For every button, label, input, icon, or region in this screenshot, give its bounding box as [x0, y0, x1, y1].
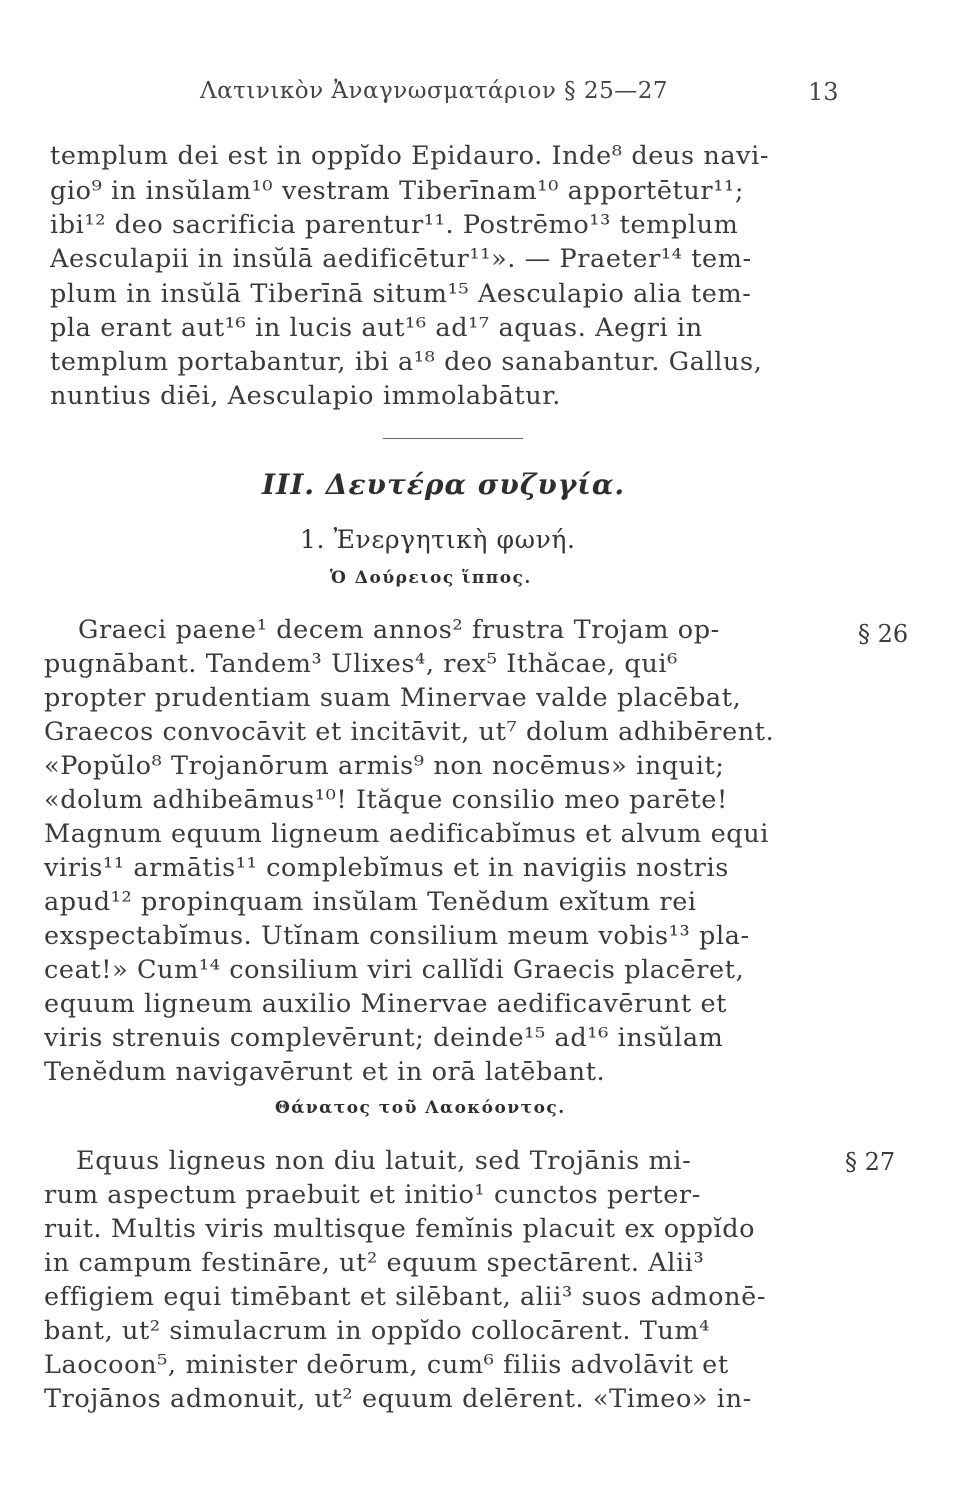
story-title-trojan-horse: Ὁ Δούρειος ἵππος. — [330, 568, 532, 588]
text-line: viris¹¹ armātis¹¹ complebĭmus et in navigiis nostris — [44, 853, 729, 883]
text-line: nuntius diēi, Aesculapio immolabātur. — [50, 381, 561, 411]
text-line: pla erant aut¹⁶ in lucis aut¹⁶ ad¹⁷ aquas. Aegri in — [50, 313, 703, 343]
text-line: ruit. Multis viris multisque femĭnis placuit ex oppĭdo — [44, 1214, 756, 1244]
text-line: Aesculapii in insŭlā aedificētur¹¹». — Praeter¹⁴ tem- — [50, 244, 752, 274]
story-title-death-of-laocoon: Θάνατος τοῦ Λαοκόοντος. — [275, 1098, 566, 1118]
subsection-title: 1. Ἐνεργητικὴ φωνή. — [300, 525, 576, 554]
text-line: Equus ligneus non diu latuit, sed Trojānis mi- — [76, 1146, 692, 1176]
section-divider — [383, 438, 523, 439]
text-line: rum aspectum praebuit et initio¹ cunctos perter- — [44, 1180, 701, 1210]
text-line: templum dei est in oppĭdo Epidauro. Inde⁸ deus navi- — [50, 141, 770, 171]
text-line: gio⁹ in insŭlam¹⁰ vestram Tiberīnam¹⁰ apportētur¹¹; — [50, 176, 745, 206]
page-number: 13 — [808, 78, 839, 106]
text-line: Tenĕdum navigavērunt et in orā latēbant. — [44, 1057, 606, 1087]
section-title: III. Δευτέρα συζυγία. — [262, 468, 626, 501]
text-line: Trojānos admonuit, ut² equum delērent. «Timeo» in- — [44, 1384, 752, 1414]
text-line: «Popŭlo⁸ Trojanōrum armis⁹ non nocēmus» inquit; — [44, 751, 725, 781]
text-line: equum ligneum auxilio Minervae aedificavērunt et — [44, 989, 727, 1019]
margin-section-number: § 26 — [858, 620, 909, 648]
text-line: Graeci paene¹ decem annos² frustra Trojam op- — [78, 615, 720, 645]
text-line: effigiem equi timēbant et silēbant, alii³ suos admonē- — [44, 1282, 767, 1312]
text-line: «dolum adhibeāmus¹⁰! Ităque consilio meo parēte! — [44, 785, 728, 815]
text-line: apud¹² propinquam insŭlam Tenĕdum exĭtum rei — [44, 887, 697, 917]
text-line: Laocoon⁵, minister deōrum, cum⁶ filiis advolāvit et — [44, 1350, 729, 1380]
text-line: in campum festināre, ut² equum spectārent. Alii³ — [44, 1248, 705, 1278]
text-line: viris strenuis complevērunt; deinde¹⁵ ad¹⁶ insŭlam — [44, 1023, 724, 1053]
text-line: pugnābant. Tandem³ Ulixes⁴, rex⁵ Ithăcae, qui⁶ — [44, 649, 678, 679]
margin-section-number: § 27 — [845, 1148, 896, 1176]
text-line: Graecos convocāvit et incitāvit, ut⁷ dolum adhibērent. — [44, 717, 775, 747]
text-line: templum portabantur, ibi a¹⁸ deo sanabantur. Gallus, — [50, 347, 763, 377]
text-line: bant, ut² simulacrum in oppĭdo collocārent. Tum⁴ — [44, 1316, 710, 1346]
text-line: exspectabĭmus. Utĭnam consilium meum vobis¹³ pla- — [44, 921, 750, 951]
running-head: Λατινικὸν Ἀναγνωσματάριον § 25—27 — [200, 78, 668, 104]
text-line: plum in insŭlā Tiberīnā situm¹⁵ Aesculapio alia tem- — [50, 279, 752, 309]
text-line: ibi¹² deo sacrificia parentur¹¹. Postrēmo¹³ templum — [50, 210, 739, 240]
text-line: ceat!» Cum¹⁴ consilium viri callĭdi Graecis placēret, — [44, 955, 745, 985]
text-line: propter prudentiam suam Minervae valde placēbat, — [44, 683, 742, 713]
text-line: Magnum equum ligneum aedificabĭmus et alvum equi — [44, 819, 770, 849]
